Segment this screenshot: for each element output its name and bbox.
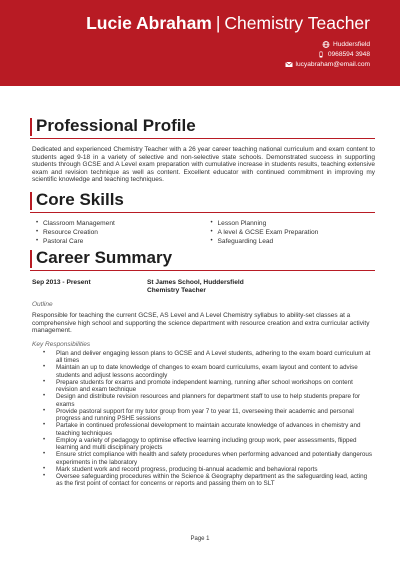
responsibilities-label: Key Responsibilities (32, 340, 91, 348)
envelope-icon (285, 61, 293, 68)
section-title-skills: Core Skills (30, 190, 375, 210)
career-summary-section (30, 248, 375, 488)
job-header (30, 279, 375, 295)
professional-profile-section (30, 116, 375, 184)
name-separator: | (215, 13, 221, 33)
core-skills-section (30, 190, 375, 246)
skill-item: • A level & GCSE Exam Preparation (211, 229, 376, 237)
list-item: • Employ a variety of pedagogy to optimise effective learning including group work, peer assessments, flipped learning and multi disciplinary projects (43, 437, 375, 452)
skill-item: • Lesson Planning (211, 220, 376, 228)
contact-phone (317, 51, 370, 58)
section-title-profile: Professional Profile (30, 116, 375, 136)
job-outline: Responsible for teaching the current GCSE, AS Level and A Level Chemistry syllabus to ability-set classes at a comprehensive high school and supporting the science department with resource creation and extra curricular activity management. (32, 312, 370, 335)
skill-item: • Safeguarding Lead (211, 238, 376, 246)
list-item: • Ensure strict compliance with health and safety procedures when performing advanced and potentially dangerous experiments in the laboratory (43, 451, 375, 466)
skill-item: • Resource Creation (36, 229, 201, 237)
page-number: Page 1 (190, 536, 210, 542)
globe-icon (322, 41, 330, 48)
list-item: • Partake in continued professional development to maintain accurate knowledge of advances in chemistry and teaching techniques (43, 422, 375, 437)
section-divider (30, 212, 375, 213)
list-item: • Design and distribute revision resources and planners for department staff to use to help students prepare for exams (43, 393, 375, 408)
phone-text: 0968594 3948 (327, 51, 370, 58)
job-org (147, 279, 244, 295)
list-item: • Plan and deliver engaging lesson plans to GCSE and A Level students, adhering to the exam board curriculum at all times (43, 350, 375, 365)
list-item: • Provide pastoral support for my tutor group from year 7 to year 11, overseeing their academic and personal progress and running PSHE sessions (43, 408, 375, 423)
title-accent-bar (30, 250, 32, 268)
job-dates: Sep 2013 - Present (32, 279, 91, 286)
contact-email (285, 61, 371, 68)
responsibilities-list (30, 350, 375, 488)
profile-text: Dedicated and experienced Chemistry Teacher with a 26 year career teaching national curriculum and exam content to students aged 9-18 in a variety of selective and non-selective state schools. Demonstrated success in supporting students through GCSE and A Level exam preparation with cumulative increase in students results, teaching extensive exam and revision technique as well as content. Excellent educator with continued commitment in improving my scientific knowledge and teaching techniques. (32, 146, 375, 184)
section-title-career: Career Summary (30, 248, 375, 268)
list-item: • Maintain an up to date knowledge of changes to exam board curriculums, exam layout and content to advise students and adjust lessons accordingly (43, 364, 375, 379)
contact-location (322, 41, 370, 48)
location-text: Huddersfield (332, 41, 370, 48)
list-item: • Oversee safeguarding procedures within the Science & Geography department as the safeguarding lead, acting as the first point of contact for concerns or reports and passing them on to SLT (43, 473, 375, 488)
skill-item: • Classroom Management (36, 220, 201, 228)
phone-icon (317, 51, 325, 58)
outline-label: Outline (32, 301, 53, 308)
candidate-role: Chemistry Teacher (224, 13, 370, 33)
header-banner (0, 0, 400, 86)
skills-list (30, 220, 375, 246)
list-item: • Prepare students for exams and promote independent learning, running after school workshops on content revision and exam technique (43, 379, 375, 394)
skill-item: • Pastoral Care (36, 238, 201, 246)
job-employer: St James School, Huddersfield (147, 279, 244, 286)
title-accent-bar (30, 118, 32, 136)
title-accent-bar (30, 192, 32, 210)
candidate-name: Lucie Abraham (86, 13, 212, 33)
section-divider (30, 138, 375, 139)
name-line (86, 13, 370, 34)
email-text[interactable]: lucyabraham@email.com (295, 61, 370, 68)
section-divider (30, 270, 375, 271)
job-position: Chemistry Teacher (147, 287, 206, 294)
list-item: • Mark student work and record progress, producing bi-annual academic and behavioral reports (43, 466, 375, 473)
